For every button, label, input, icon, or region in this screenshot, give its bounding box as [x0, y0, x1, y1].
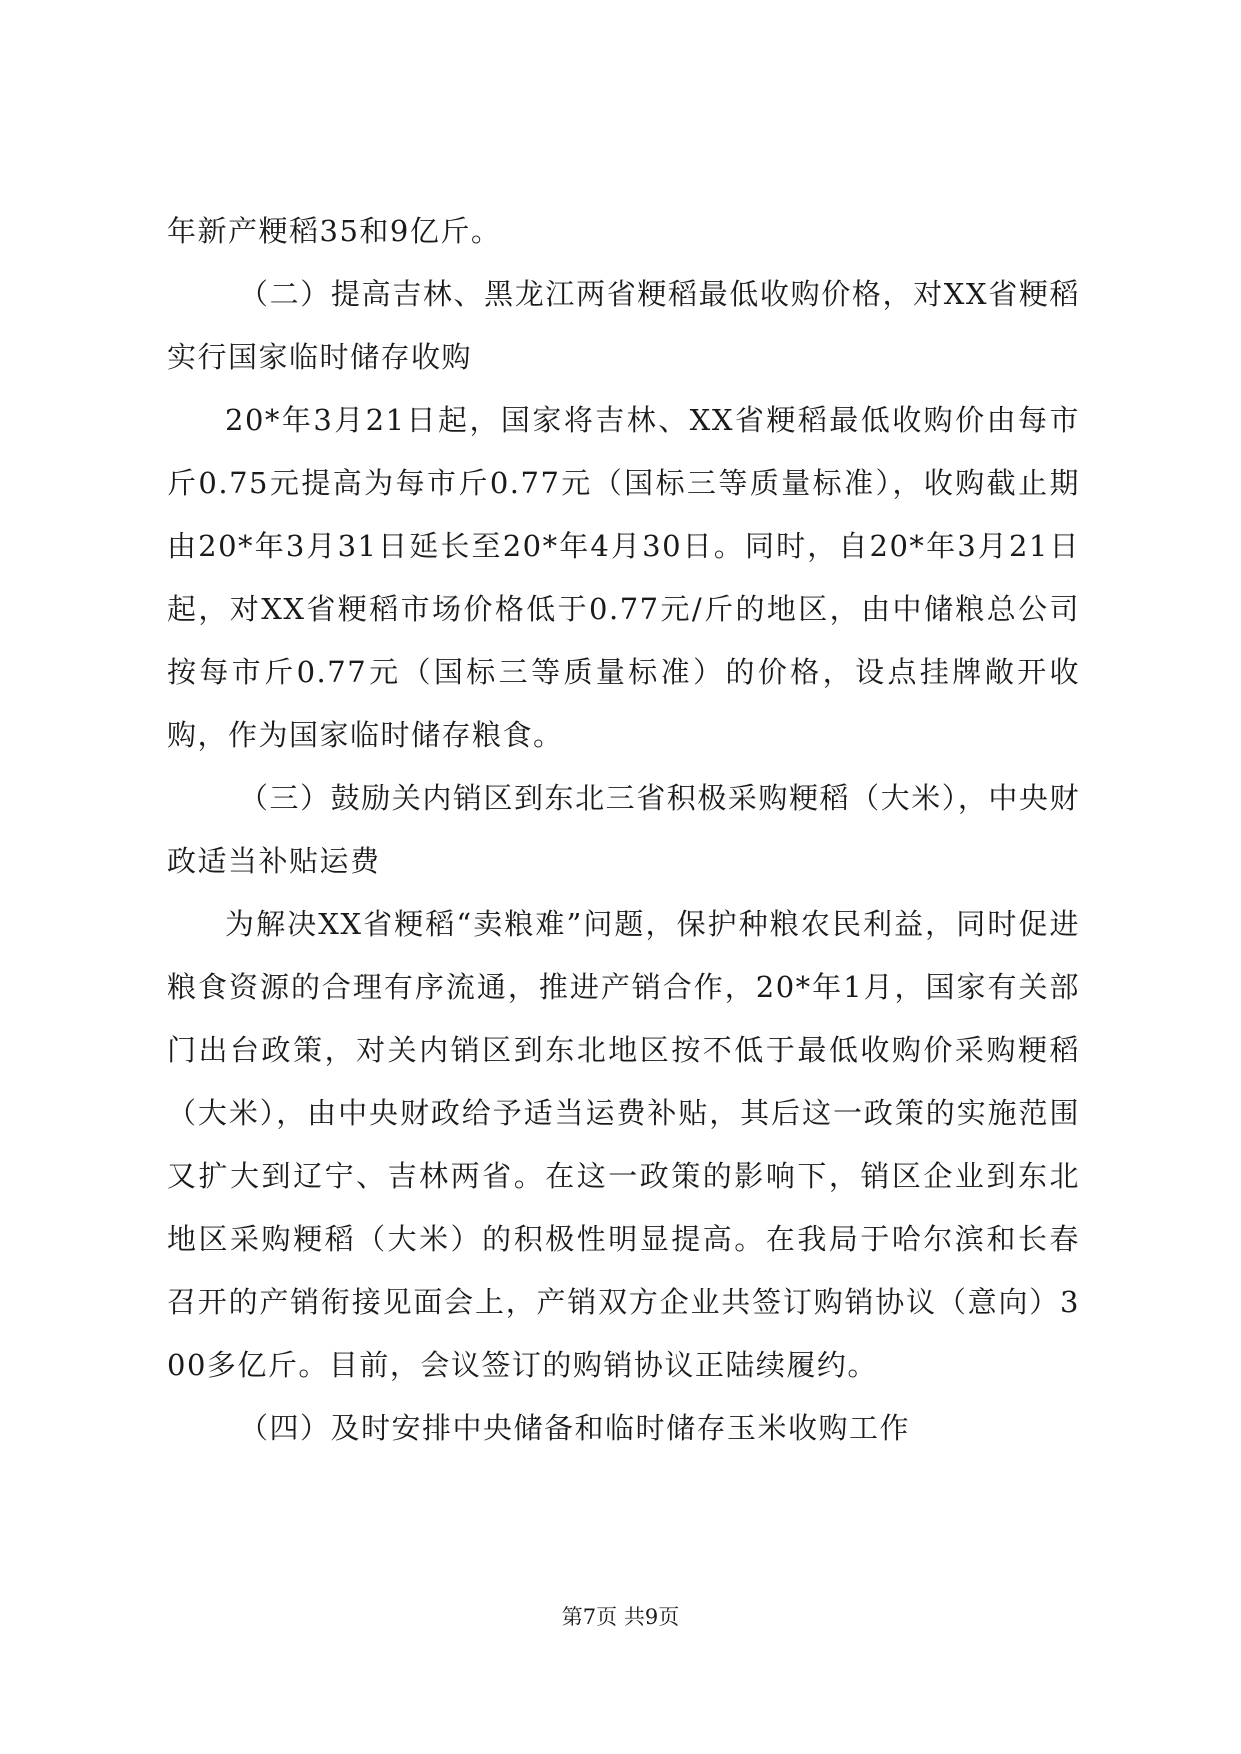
paragraph-continuation: 年新产粳稻35和9亿斤。	[167, 214, 502, 248]
section-heading-4: （四）及时安排中央储备和临时储存玉米收购工作	[239, 1411, 911, 1445]
paragraph-price-policy: 20*年3月21日起，国家将吉林、XX省粳稻最低收购价由每市斤0.75元提高为每市斤0.77元（国标三等质量标准），收购截止期由20*年3月31日延长至20*年4月30日。同时，自20*年3月21日起，对XX省粳稻市场价格低于0.77元/斤的地区，由中储粮总公司按每市斤0.77元（国标三等质量标准）的价格，设点挂牌敞开收购，作为国家临时储存粮食。	[167, 403, 1080, 752]
document-body	[167, 200, 1080, 1460]
page-number-footer: 第7页 共9页	[561, 1605, 680, 1629]
section-heading-3: （三）鼓励关内销区到东北三省积极采购粳稻（大米），中央财政适当补贴运费	[167, 781, 1080, 878]
section-heading-2: （二）提高吉林、黑龙江两省粳稻最低收购价格，对XX省粳稻实行国家临时储存收购	[167, 277, 1080, 374]
paragraph-transport-subsidy: 为解决XX省粳稻“卖粮难”问题，保护种粮农民利益，同时促进粮食资源的合理有序流通，推进产销合作，20*年1月，国家有关部门出台政策，对关内销区到东北地区按不低于最低收购价采购粳稻（大米），由中央财政给予适当运费补贴，其后这一政策的实施范围又扩大到辽宁、吉林两省。在这一政策的影响下，销区企业到东北地区采购粳稻（大米）的积极性明显提高。在我局于哈尔滨和长春召开的产销衔接见面会上，产销双方企业共签订购销协议（意向）300多亿斤。目前，会议签订的购销协议正陆续履约。	[167, 907, 1080, 1382]
